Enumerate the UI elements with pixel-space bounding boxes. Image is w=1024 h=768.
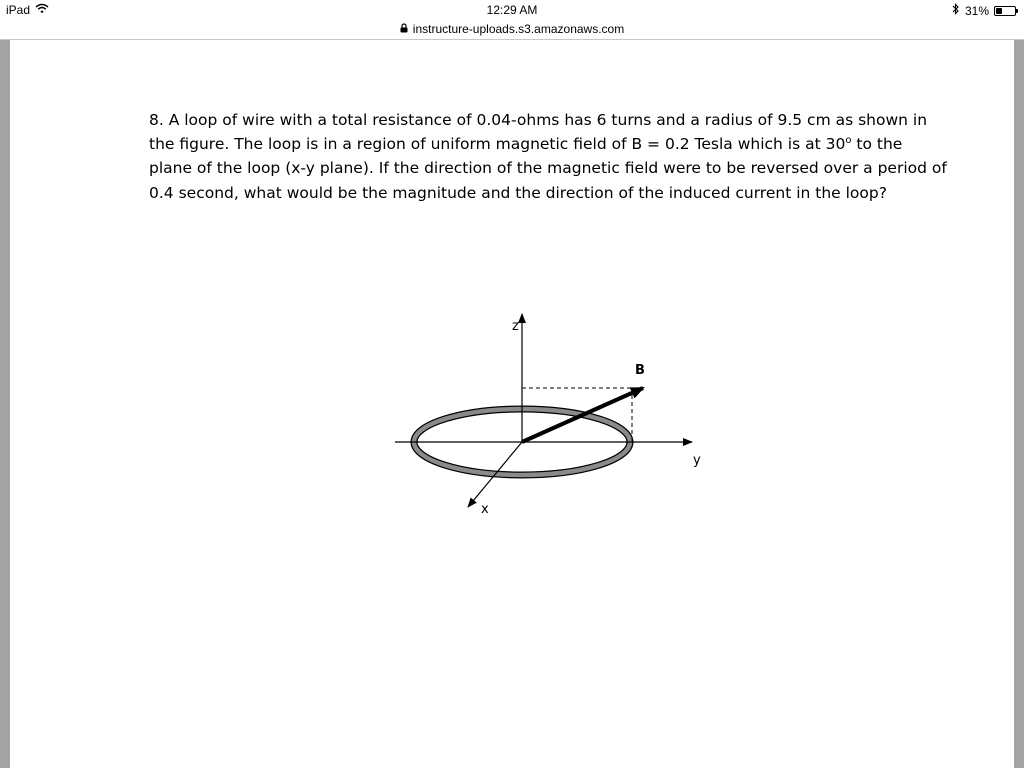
problem-text bbox=[149, 108, 949, 205]
device-name: iPad bbox=[6, 3, 31, 17]
degree-symbol: o bbox=[845, 135, 852, 147]
url-text[interactable]: instructure-uploads.s3.amazonaws.com bbox=[412, 22, 625, 36]
battery-cap bbox=[1016, 9, 1018, 13]
battery-icon bbox=[994, 6, 1016, 16]
z-axis-label: z bbox=[512, 319, 519, 334]
bluetooth-icon bbox=[952, 3, 960, 18]
b-vector-label: B bbox=[635, 363, 645, 378]
status-bar bbox=[0, 0, 1024, 20]
address-bar[interactable] bbox=[0, 20, 1024, 38]
problem-text-part2: to the plane of the loop (x-y plane). If the direction of the magnetic field were to be reversed over a period of 0.4 second, what would be the magnitude and the direction of the induced current in the loop? bbox=[149, 135, 947, 202]
problem-text-part1: 8. A loop of wire with a total resistance of 0.04-ohms has 6 turns and a radius of 9.5 cm as shown in the figure. The loop is in a region of uniform magnetic field of B = 0.2 Tesla which is at 30 bbox=[149, 111, 928, 154]
x-axis-label: x bbox=[481, 502, 489, 517]
lock-icon bbox=[400, 22, 408, 36]
viewer-gutter-left bbox=[0, 40, 10, 768]
battery-percent: 31% bbox=[964, 3, 989, 18]
y-axis-label: y bbox=[693, 453, 701, 468]
status-right bbox=[952, 3, 1016, 18]
status-time: 12:29 AM bbox=[486, 3, 538, 17]
viewer-gutter-right bbox=[1014, 40, 1024, 768]
physics-figure bbox=[395, 272, 705, 522]
battery-fill bbox=[996, 8, 1002, 14]
document-page[interactable] bbox=[10, 40, 1014, 768]
